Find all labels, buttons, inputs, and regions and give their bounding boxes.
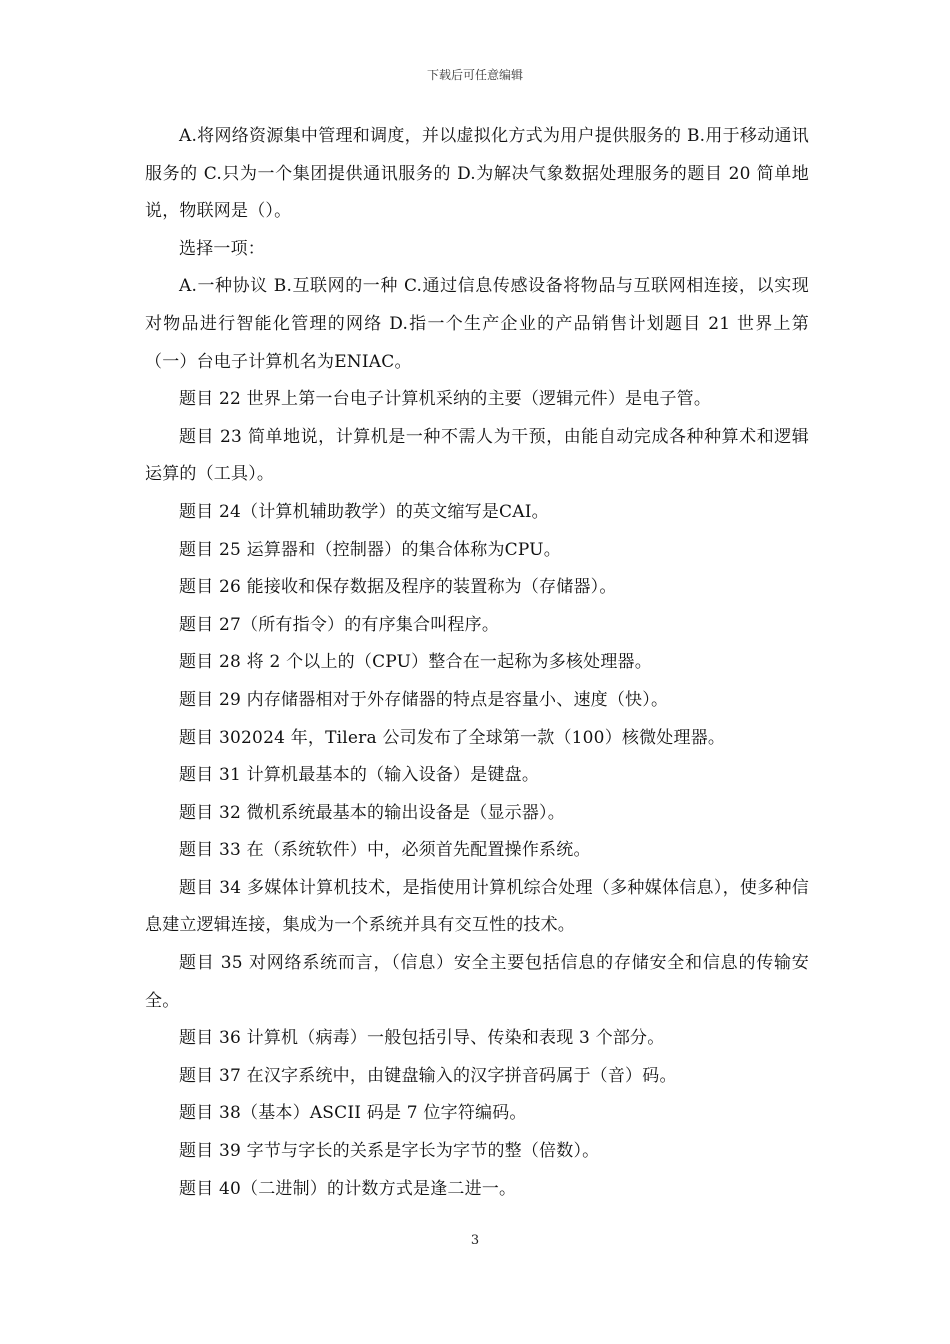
- paragraph: 选择一项：: [179, 238, 265, 259]
- paragraph: 题目 32 微机系统最基本的输出设备是（显示器）。: [179, 802, 565, 823]
- paragraph: 题目 37 在汉字系统中，由键盘输入的汉字拼音码属于（音）码。: [179, 1065, 677, 1086]
- paragraph: 题目 36 计算机（病毒）一般包括引导、传染和表现 3 个部分。: [179, 1028, 665, 1049]
- document-body: [145, 118, 809, 1208]
- paragraph: 题目 39 字节与字长的关系是字长为字节的整（倍数）。: [179, 1141, 600, 1162]
- paragraph: 题目 38（基本）ASCII 码是 7 位字符编码。: [179, 1103, 527, 1124]
- paragraph: A.一种协议 B.互联网的一种 C.通过信息传感设备将物品与互联网相连接，以实现对物品进行智能化管理的网络 D.指一个生产企业的产品销售计划题目 21 世界上第（一）台电子计算机名为ENIAC。: [145, 276, 809, 372]
- paragraph: 题目 24（计算机辅助教学）的英文缩写是CAI。: [179, 501, 549, 522]
- paragraph: 题目 35 对网络系统而言，（信息）安全主要包括信息的存储安全和信息的传输安全。: [145, 953, 809, 1011]
- page-header: 下载后可任意编辑: [426, 68, 523, 82]
- page-number: 3: [470, 1233, 480, 1248]
- paragraph: 题目 40（二进制）的计数方式是逢二进一。: [179, 1178, 517, 1199]
- paragraph: 题目 22 世界上第一台电子计算机采纳的主要（逻辑元件）是电子管。: [179, 389, 712, 410]
- paragraph: 题目 23 简单地说，计算机是一种不需人为干预，由能自动完成各种种算术和逻辑运算的（工具）。: [145, 426, 809, 485]
- paragraph: 题目 31 计算机最基本的（输入设备）是键盘。: [179, 765, 540, 786]
- paragraph: 题目 302024 年，Tilera 公司发布了全球第一款（100）核微处理器。: [179, 727, 726, 748]
- paragraph: 题目 27（所有指令）的有序集合叫程序。: [179, 614, 500, 635]
- paragraph: 题目 28 将 2 个以上的（CPU）整合在一起称为多核处理器。: [179, 652, 652, 673]
- paragraph: 题目 34 多媒体计算机技术，是指使用计算机综合处理（多种媒体信息），使多种信息建立逻辑连接，集成为一个系统并具有交互性的技术。: [145, 877, 809, 936]
- paragraph: 题目 33 在（系统软件）中，必须首先配置操作系统。: [179, 840, 591, 861]
- paragraph: A.将网络资源集中管理和调度，并以虚拟化方式为用户提供服务的 B.用于移动通讯服务的 C.只为一个集团提供通讯服务的 D.为解决气象数据处理服务的题目 20 简单地说，物联网是（）。: [145, 126, 809, 222]
- paragraph: 题目 29 内存储器相对于外存储器的特点是容量小、速度（快）。: [179, 689, 669, 710]
- paragraph: 题目 26 能接收和保存数据及程序的装置称为（存储器）。: [179, 577, 617, 598]
- paragraph: 题目 25 运算器和（控制器）的集合体称为CPU。: [179, 539, 561, 560]
